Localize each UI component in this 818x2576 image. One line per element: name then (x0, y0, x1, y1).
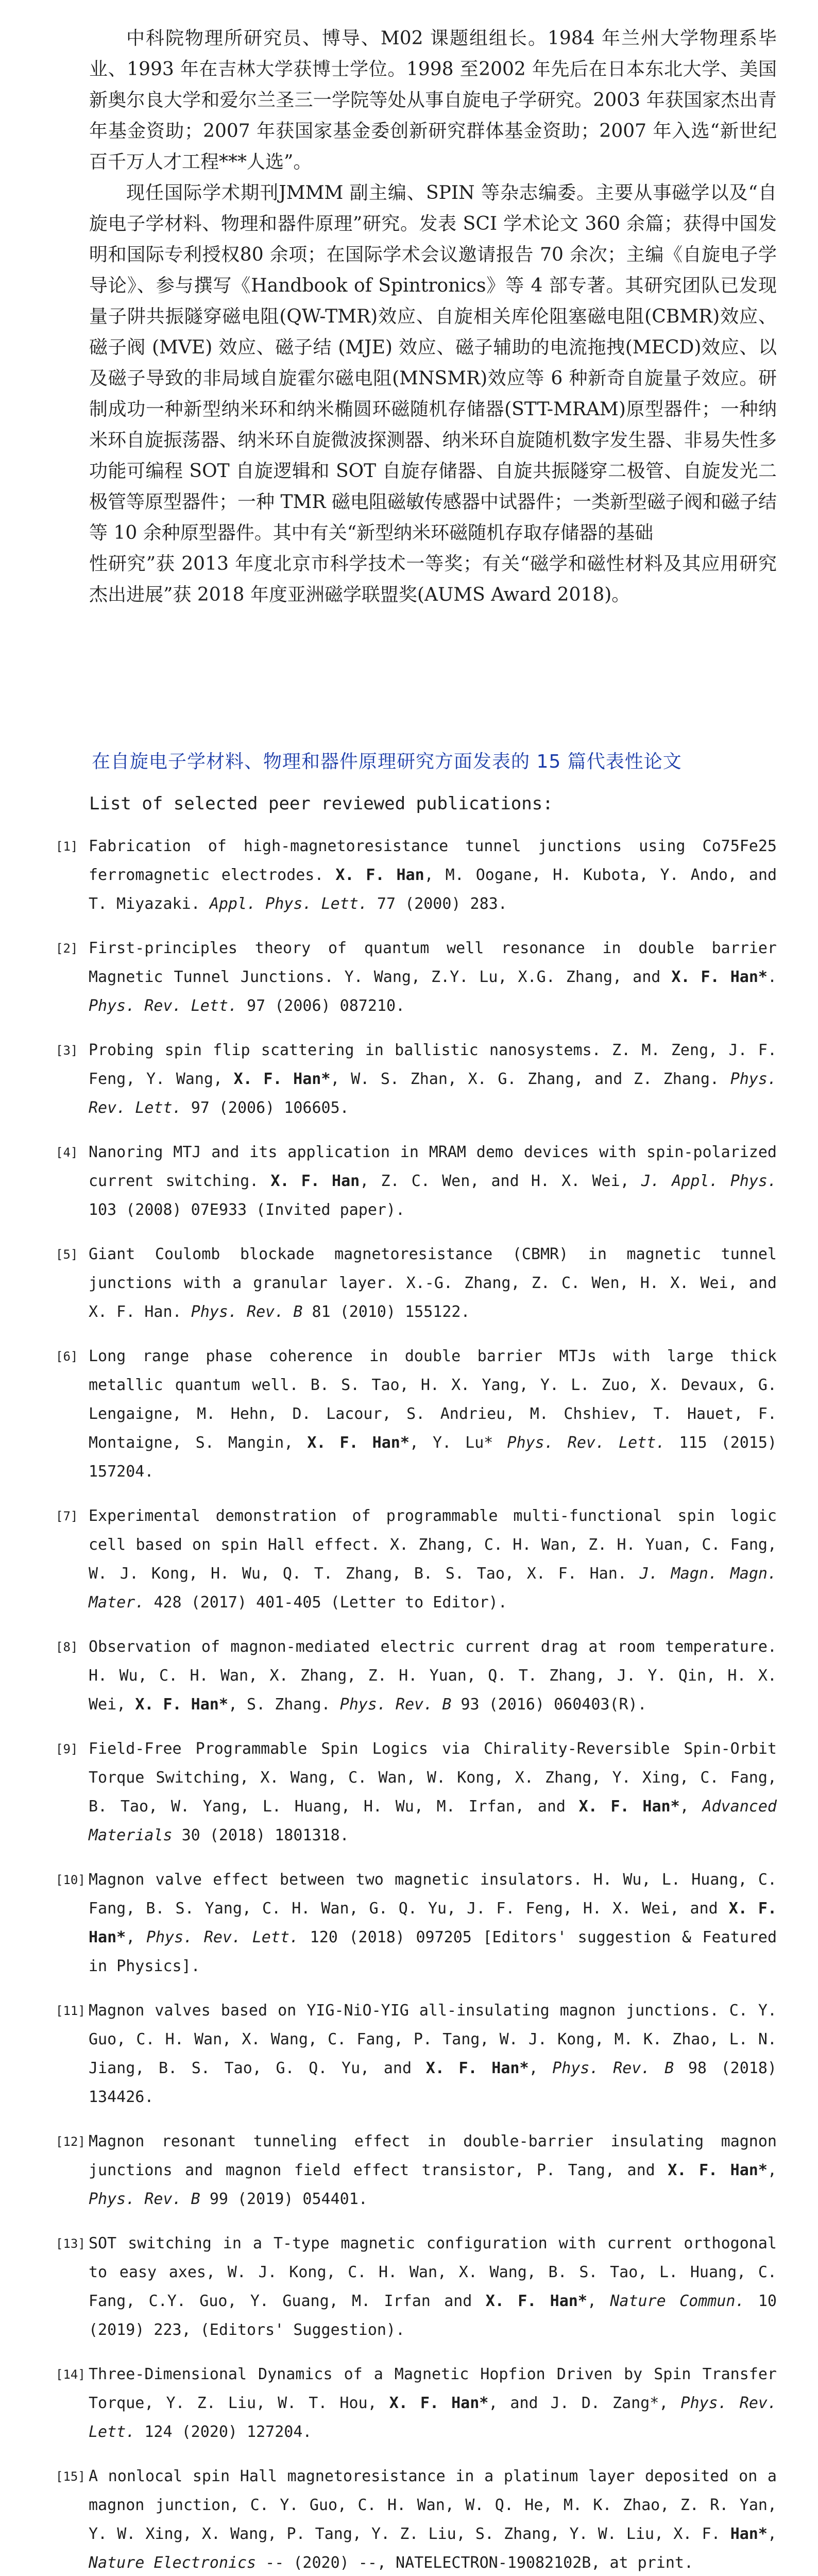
reference-authors-continued: , (767, 2525, 777, 2543)
reference-authors: X. Wang, C. Wan, W. Kong, X. Zhang, Y. Xing, C. Fang, B. Tao, W. Yang, L. Huang, H. Wu, M. Irfan, and (89, 1769, 777, 1816)
reference-volume: 93 (461, 1696, 480, 1714)
reference-number: [15] (56, 2469, 86, 2484)
reference-details: (2015) 157204. (89, 1434, 777, 1481)
reference-number: [8] (56, 1640, 78, 1654)
reference-volume: 99 (209, 2190, 228, 2208)
reference-volume: 10 (758, 2292, 777, 2310)
reference-number: [4] (56, 1145, 78, 1160)
reference-title: Three-Dimensional Dynamics of a Magnetic Hopfion Driven by Spin Transfer Torque, (89, 2365, 777, 2412)
reference-details: (2017) 401-405 (Letter to Editor). (191, 1594, 507, 1612)
reference-details: (2020) --, NATELECTRON-19082102B, at print. (293, 2554, 694, 2572)
reference-authors-continued: , (587, 2292, 597, 2310)
reference-authors-continued: , (679, 1798, 689, 1816)
reference-journal: Nature Electronics (89, 2554, 257, 2572)
reference-authors-continued: , M. Oogane, H. Kubota, Y. Ando, and T. Miyazaki. (89, 866, 777, 913)
list-title: List of selected peer reviewed publications: (89, 793, 553, 814)
reference-authors: B. S. Tao, H. X. Yang, Y. L. Zuo, X. Devaux, G. Lengaigne, M. Hehn, D. Lacour, S. Andrieu, M. Chshiev, T. Hauet, F. Montaigne, S. Mangin, (89, 1376, 777, 1452)
reference-volume: 77 (377, 895, 396, 913)
reference-number: [7] (56, 1509, 78, 1523)
reference-number: [6] (56, 1349, 78, 1364)
reference-corresponding-author: X. F. Han* (485, 2292, 587, 2310)
reference-volume: 428 (154, 1594, 182, 1612)
reference-item (56, 1342, 777, 1486)
reference-list (56, 832, 777, 2576)
reference-number: [2] (56, 941, 78, 956)
reference-item (56, 2360, 777, 2447)
reference-number: [14] (56, 2367, 86, 2382)
reference-details: (2018) 1801318. (209, 1826, 349, 1844)
reference-number: [12] (56, 2134, 86, 2149)
reference-title: A nonlocal spin Hall magnetoresistance in a platinum layer deposited on a magnon junction, (89, 2467, 777, 2514)
reference-corresponding-author: X. F. Han* (425, 2059, 529, 2077)
reference-title: Magnon resonant tunneling effect in double-barrier insulating magnon junctions and magnon field effect transistor, (89, 2132, 777, 2179)
reference-journal: Phys. Rev. B (191, 1303, 303, 1321)
reference-details: (2016) 060403(R). (488, 1696, 647, 1714)
reference-volume: 30 (181, 1826, 200, 1844)
reference-corresponding-author: X. F. Han* (233, 1070, 331, 1088)
reference-item (56, 1866, 777, 1981)
reference-details: (2000) 283. (405, 895, 507, 913)
reference-authors: C. Y. Guo, C. H. Wan, X. Wang, C. Fang, P. Tang, W. J. Kong, M. K. Zhao, L. N. Jiang, B. S. Tao, G. Q. Yu, and (89, 2002, 777, 2077)
reference-details: (2010) 155122. (339, 1303, 470, 1321)
reference-item (56, 2229, 777, 2345)
reference-title: Field-Free Programmable Spin Logics via Chirality-Reversible Spin-Orbit Torque Switching, (89, 1740, 777, 1787)
reference-volume: 97 (191, 1099, 210, 1117)
reference-title: Giant Coulomb blockade magnetoresistance (CBMR) in magnetic tunnel junctions with a granular layer. (89, 1245, 777, 1292)
reference-volume: 81 (312, 1303, 331, 1321)
reference-title: Probing spin flip scattering in ballistic nanosystems. (89, 1041, 601, 1059)
reference-authors-continued: , (767, 2161, 777, 2179)
reference-authors: X. Zhang, C. H. Wan, Z. H. Yuan, C. Fang, W. J. Kong, H. Wu, Q. T. Zhang, B. S. Tao, X. F. Han. (89, 1536, 777, 1583)
reference-authors-continued: , (126, 1928, 135, 1946)
reference-volume: 124 (144, 2423, 173, 2441)
reference-item (56, 1502, 777, 1617)
reference-item (56, 1735, 777, 1850)
reference-journal: Phys. Rev. B (552, 2059, 674, 2077)
reference-authors: Y. Z. Liu, W. T. Hou, (166, 2394, 377, 2412)
reference-corresponding-author: Han* (730, 2525, 768, 2543)
reference-corresponding-author: X. F. Han* (671, 968, 768, 986)
reference-authors: Y. Wang, Z.Y. Lu, X.G. Zhang, and (344, 968, 661, 986)
reference-authors-continued: , W. S. Zhan, X. G. Zhang, and Z. Zhang. (330, 1070, 720, 1088)
reference-details: (2006) 087210. (275, 997, 405, 1015)
reference-item (56, 2462, 777, 2576)
reference-item (56, 1138, 777, 1225)
reference-journal: Advanced Materials (89, 1798, 777, 1844)
reference-journal: Phys. Rev. Lett. (89, 1070, 777, 1117)
reference-authors: C. Y. Guo, C. H. Wan, W. Q. He, M. K. Zhao, Z. R. Yan, Y. W. Xing, X. Wang, P. Tang, Y. Z. Liu, S. Zhang, Y. W. Liu, X. F. (89, 2496, 777, 2543)
reference-corresponding-author: X. F. Han (335, 866, 424, 884)
bio-paragraph-1: 中科院物理所研究员、博导、M02 课题组组长。1984 年兰州大学物理系毕业、1993 年在吉林大学获博士学位。1998 至2002 年先后在日本东北大学、美国新奥尔良大学和爱尔兰圣三一学院等处从事自旋电子学研究。2003 年获国家杰出青年基金资助；2007 年获国家基金委创新研究群体基金资助；2007 年入选“新世纪百千万人才工程***人选”。 (89, 28, 777, 173)
reference-item (56, 934, 777, 1021)
reference-authors-continued: . (767, 968, 777, 986)
reference-journal: Phys. Rev. Lett. (89, 2394, 777, 2441)
reference-authors-continued: , Z. C. Wen, and H. X. Wei, (360, 1172, 629, 1190)
reference-authors-continued: , and J. D. Zang*, (488, 2394, 669, 2412)
reference-number: [1] (56, 839, 78, 854)
reference-authors: W. J. Kong, C. H. Wan, X. Wang, B. S. Tao, L. Huang, C. Fang, C.Y. Guo, Y. Guang, M. Irfan and (89, 2263, 777, 2310)
reference-details: (2018) 134426. (89, 2059, 777, 2106)
reference-details: (2018) 097205 [Editors' suggestion & Featured in Physics]. (89, 1928, 777, 1975)
reference-authors: H. Wu, C. H. Wan, X. Zhang, Z. H. Yuan, Q. T. Zhang, J. Y. Qin, H. X. Wei, (89, 1667, 777, 1714)
reference-journal: Phys. Rev. Lett. (146, 1928, 299, 1946)
reference-item (56, 2127, 777, 2214)
reference-journal: Phys. Rev. B (89, 2190, 200, 2208)
reference-details: (2008) 07E933 (Invited paper). (126, 1201, 405, 1219)
reference-number: [5] (56, 1247, 78, 1262)
reference-corresponding-author: X. F. Han* (307, 1434, 410, 1452)
reference-corresponding-author: X. F. Han* (578, 1798, 680, 1816)
reference-item (56, 1633, 777, 1719)
reference-corresponding-author: X. F. Han* (89, 1900, 777, 1946)
reference-number: [10] (56, 1873, 86, 1887)
reference-title: Magnon valves based on YIG-NiO-YIG all-insulating magnon junctions. (89, 2002, 719, 2020)
reference-details: (2019) 223, (Editors' Suggestion). (89, 2321, 405, 2339)
reference-item (56, 1036, 777, 1123)
reference-volume: 115 (679, 1434, 707, 1452)
reference-authors: P. Tang, and (536, 2161, 655, 2179)
reference-journal: Phys. Rev. B (339, 1696, 452, 1714)
reference-corresponding-author: X. F. Han (270, 1172, 360, 1190)
bio-section (89, 23, 777, 611)
reference-number: [3] (56, 1043, 78, 1058)
reference-authors: H. Wu, L. Huang, C. Fang, B. S. Yang, C. H. Wan, G. Q. Yu, J. F. Feng, H. X. Wei, and (89, 1871, 777, 1918)
reference-corresponding-author: X. F. Han* (135, 1696, 228, 1714)
reference-item (56, 1996, 777, 2112)
reference-volume: 120 (310, 1928, 338, 1946)
reference-title: Magnon valve effect between two magnetic insulators. (89, 1871, 583, 1889)
reference-authors: Z. M. Zeng, J. F. Feng, Y. Wang, (89, 1041, 777, 1088)
reference-journal: Phys. Rev. Lett. (507, 1434, 666, 1452)
reference-volume: -- (265, 2554, 284, 2572)
reference-number: [13] (56, 2236, 86, 2251)
reference-journal: Appl. Phys. Lett. (209, 895, 368, 913)
reference-title: Fabrication of high-magnetoresistance tunnel junctions using Co75Fe25 ferromagnetic electrodes. (89, 837, 777, 884)
reference-authors-continued: , S. Zhang. (228, 1696, 331, 1714)
reference-volume: 103 (89, 1201, 117, 1219)
reference-item (56, 832, 777, 919)
reference-details: (2019) 054401. (237, 2190, 368, 2208)
reference-authors-continued: , Y. Lu* (409, 1434, 493, 1452)
reference-title: First-principles theory of quantum well resonance in double barrier Magnetic Tunnel Junctions. (89, 939, 777, 986)
reference-title: Observation of magnon-mediated electric current drag at room temperature. (89, 1638, 777, 1656)
reference-journal: J. Appl. Phys. (641, 1172, 777, 1190)
reference-number: [9] (56, 1742, 78, 1756)
reference-title: SOT switching in a T-type magnetic configuration with current orthogonal to easy axes, (89, 2234, 777, 2281)
reference-volume: 97 (247, 997, 266, 1015)
bio-paragraph-3: 性研究”获 2013 年度北京市科学技术一等奖；有关“磁学和磁性材料及其应用研究杰出进展”获 2018 年度亚洲磁学联盟奖(AUMS Award 2018)。 (89, 553, 777, 605)
reference-authors-continued: , (529, 2059, 538, 2077)
bio-paragraph-2: 现任国际学术期刊JMMM 副主编、SPIN 等杂志编委。主要从事磁学以及“自旋电子学材料、物理和器件原理”研究。发表 SCI 学术论文 360 余篇；获得中国发明和国际专利授权80 余项；在国际学术会议邀请报告 70 余次；主编《自旋电子学导论》、参与撰写《Handbook of Spintronics》等 4 部专著。其研究团队已发现量子阱共振隧穿磁电阻(QW-TMR)效应、自旋相关库伦阻塞磁电阻(CBMR)效应、磁子阀 (MVE) 效应、磁子结 (MJE) 效应、磁子辅助的电流拖拽(MECD)效应、以及磁子导致的非局域自旋霍尔磁电阻(MNSMR)效应等 6 种新奇自旋量子效应。研制成功一种新型纳米环和纳米椭圆环磁随机存储器(STT-MRAM)原型器件；一种纳米环自旋振荡器、纳米环自旋微波探测器、纳米环自旋随机数字发生器、非易失性多功能可编程 SOT 自旋逻辑和 SOT 自旋存储器、自旋共振隧穿二极管、自旋发光二极管等原型器件；一种 TMR 磁电阻磁敏传感器中试器件；一类新型磁子阀和磁子结等 10 余种原型器件。其中有关“新型纳米环磁随机存取存储器的基础 (89, 182, 777, 544)
reference-title: Experimental demonstration of programmable multi-functional spin logic cell based on spin Hall effect. (89, 1507, 777, 1554)
section-heading: 在自旋电子学材料、物理和器件原理研究方面发表的 15 篇代表性论文 (92, 751, 682, 772)
reference-number: [11] (56, 2004, 86, 2018)
reference-title: Nanoring MTJ and its application in MRAM demo devices with spin-polarized current switching. (89, 1143, 777, 1190)
reference-details: (2020) 127204. (181, 2423, 312, 2441)
reference-volume: 98 (688, 2059, 707, 2077)
reference-authors: X.-G. Zhang, Z. C. Wen, H. X. Wei, and X. F. Han. (89, 1274, 777, 1321)
reference-journal: Nature Commun. (610, 2292, 745, 2310)
reference-journal: Phys. Rev. Lett. (89, 997, 237, 1015)
reference-item (56, 1240, 777, 1327)
reference-details: (2006) 106605. (218, 1099, 349, 1117)
reference-title: Long range phase coherence in double barrier MTJs with large thick metallic quantum well. (89, 1347, 777, 1394)
reference-journal: J. Magn. Magn. Mater. (89, 1565, 777, 1612)
reference-corresponding-author: X. F. Han* (389, 2394, 489, 2412)
reference-corresponding-author: X. F. Han* (668, 2161, 768, 2179)
